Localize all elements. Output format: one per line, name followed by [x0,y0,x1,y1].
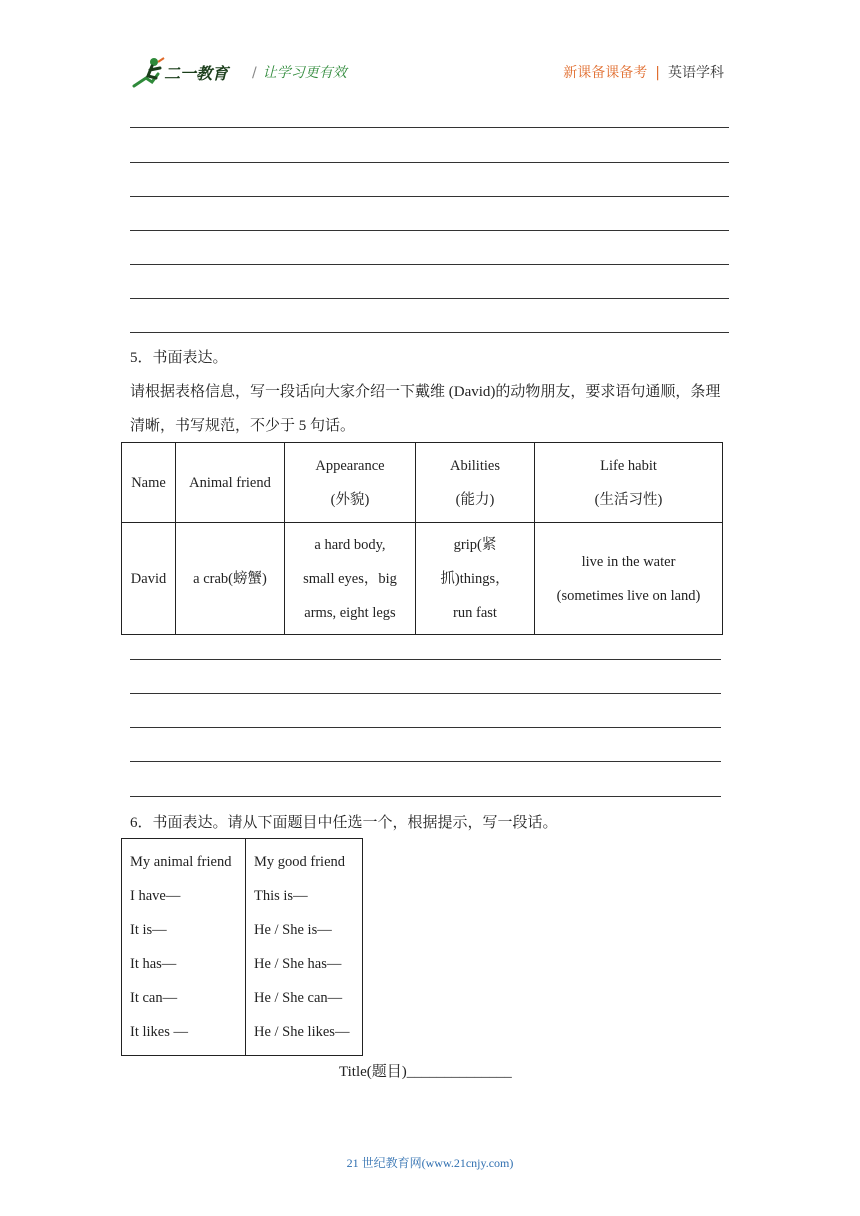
table-row [122,523,723,635]
cell-animal-friend: a crab(螃蟹) [176,523,285,635]
writing-line [130,127,729,128]
prompt-line: He / She has— [254,956,342,972]
writing-line [130,230,729,231]
header-cell-abilities: Abilities (能力) [416,443,535,523]
cell-life-habit: live in the water (sometimes live on land) [535,523,723,635]
writing-line [130,796,721,797]
q5-info-table [121,442,723,635]
writing-line [130,727,721,728]
prompt-line: This is— [254,888,308,904]
logo-text: 二一教育 [164,64,229,83]
writing-line [130,693,721,694]
q6-topic-table [121,838,363,1056]
header-cell-appearance: Appearance (外貌) [285,443,416,523]
header-cell-animal-friend: Animal friend [176,443,285,523]
page-header [130,52,730,92]
q5-instruction-line1: 请根据表格信息，写一段话向大家介绍一下戴维 (David)的动物朋友，要求语句通顺，条理 [130,384,721,400]
q5-instruction-line2: 清晰，书写规范，不少于 5 句话。 [130,418,356,434]
topic-animal-friend-column [122,839,246,1056]
writing-line [130,332,729,333]
topic-good-friend-column [246,839,363,1056]
prompt-line: It can— [130,990,178,1006]
header-subject [563,62,724,82]
topic-title: My animal friend [130,854,232,870]
header-course-label: 新课备课备考 [563,65,648,81]
topic-title: My good friend [254,854,346,870]
header-cell-name: Name [122,443,176,523]
prompt-line: He / She likes— [254,1024,350,1040]
writing-line [130,298,729,299]
header-separator: | [655,65,660,81]
title-prompt: Title(题目)______________ [339,1064,512,1080]
writing-line [130,162,729,163]
header-subject-label: 英语学科 [668,65,724,81]
prompt-line: He / She is— [254,922,332,938]
writing-line [130,264,729,265]
q5-title: 5．书面表达。 [130,350,228,366]
prompt-line: It is— [130,922,167,938]
cell-abilities: grip(紧 抓)things， run fast [416,523,535,635]
prompt-line: It has— [130,956,177,972]
cell-name: David [122,523,176,635]
header-slogan: / 让学习更有效 [252,65,347,81]
cell-appearance: a hard body, small eyes，big arms, eight legs [285,523,416,635]
prompt-line: He / She can— [254,990,343,1006]
prompt-line: I have— [130,888,181,904]
slogan-text: 让学习更有效 [262,65,347,81]
writing-line [130,761,721,762]
prompt-line: It likes — [130,1024,188,1040]
q6-title: 6．书面表达。请从下面题目中任选一个，根据提示，写一段话。 [130,815,558,831]
writing-line [130,196,729,197]
header-cell-life-habit: Life habit (生活习性) [535,443,723,523]
page-footer: 21 世纪教育网(www.21cnjy.com) [346,1156,514,1170]
table-header-row [122,443,723,523]
writing-line [130,659,721,660]
table-row [122,839,363,1056]
